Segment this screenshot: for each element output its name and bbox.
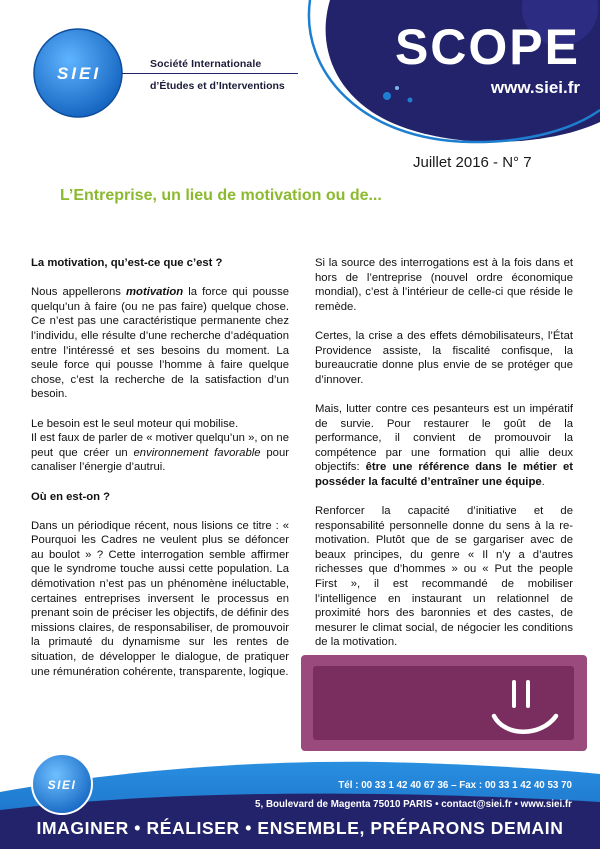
publication-title: SCOPE [394, 19, 580, 75]
left-column [31, 256, 289, 694]
paragraph: Renforcer la capacité d’initiative et de responsabilité personnelle donne du sens à la re-motivation. Plutôt que de se gargariser avec de beaux principes, du genre « Il n’y a d’autres richesses que d’hommes » ou « Put the people First », il est recommandé de mobiliser l’intelligence en instaurant un relationnel de proximité hors des baronnies et des castes, de mesurer le climat social, de négocier les conditions de la motivation. [315, 505, 573, 649]
paragraph: Il est faux de parler de « motiver quelqu’un », on ne peut que créer un environnement favorable pour canaliser l’énergie d’autrui. [31, 432, 289, 474]
contact-phone-fax: Tél : 00 33 1 42 40 67 36 – Fax : 00 33 1 42 40 53 70 [338, 780, 572, 791]
org-name-line2: d’Études et d’Interventions [150, 80, 285, 92]
paragraph: Nous appellerons motivation la force qui pousse quelqu’un à faire (ou ne pas faire) quelque chose. Ce n’est pas une caractéristique permanente chez l’individu, elle résulte d’une recherche d’adéquation entre l’intéressé et ses besoins du moment. La seule force qui pousse l’homme à faire quelque chose, c’est la recherche de la satisfaction d’un besoin. [31, 286, 290, 401]
paragraph: Dans un périodique récent, nous lisions ce titre : « Pourquoi les Cadres ne veulent plus se défoncer au boulot » ? Cette interrogation semble affirmer que le syndrome touche aussi cette population. La démotivation n’est pas un phénomène inéluctable, certaines entreprises inversent le processus en prenant soin de préciser les objectifs, de définir des missions claires, de responsabiliser, de promouvoir la primauté du dynamisme sur les rentes de situation, de développer le dialogue, de pratiquer une rémunération cohérente, transparente, logique. [31, 519, 289, 678]
paragraph: Si la source des interrogations est à la fois dans et hors de l’entreprise (nouvel ordre économique mondial), c’est à l’intérieur de celle-ci que réside le remède. [315, 257, 573, 313]
brand-divider [122, 73, 298, 74]
section-heading: La motivation, qu’est-ce que c’est ? [31, 257, 223, 269]
contact-address: 5, Boulevard de Magenta 75010 PARIS • contact@siei.fr • www.siei.fr [255, 799, 572, 810]
issue-date: Juillet 2016 - N° 7 [413, 154, 532, 171]
paragraph: Le besoin est le seul moteur qui mobilise. [31, 417, 239, 430]
smiley-icon [488, 676, 560, 738]
org-name-line1: Société Internationale [150, 58, 262, 70]
paragraph: Mais, lutter contre ces pesanteurs est un impératif de survie. Pour restaurer le goût de la performance, il convient de promouvoir la compétence par une formation qui allie deux objectifs: être une référence dans le métier et posséder la faculté d’entraîner une équipe. [315, 402, 573, 488]
paragraph: Certes, la crise a des effets démobilisateurs, l’État Providence assiste, la fiscalité confisque, la bureaucratie donne plus envie de se protéger que d’innover. [315, 329, 573, 386]
right-column [315, 256, 573, 665]
article-headline: L’Entreprise, un lieu de motivation ou de... [60, 187, 382, 204]
siei-logo: SIEI [56, 64, 102, 83]
footer-siei-logo: SIEI [47, 778, 77, 792]
website-link[interactable]: www.siei.fr [490, 78, 580, 97]
footer-slogan: IMAGINER • RÉALISER • ENSEMBLE, PRÉPARONS DEMAIN [36, 818, 564, 838]
section-heading: Où en est-on ? [31, 490, 111, 503]
banner-word: Motivation [76, 679, 186, 706]
